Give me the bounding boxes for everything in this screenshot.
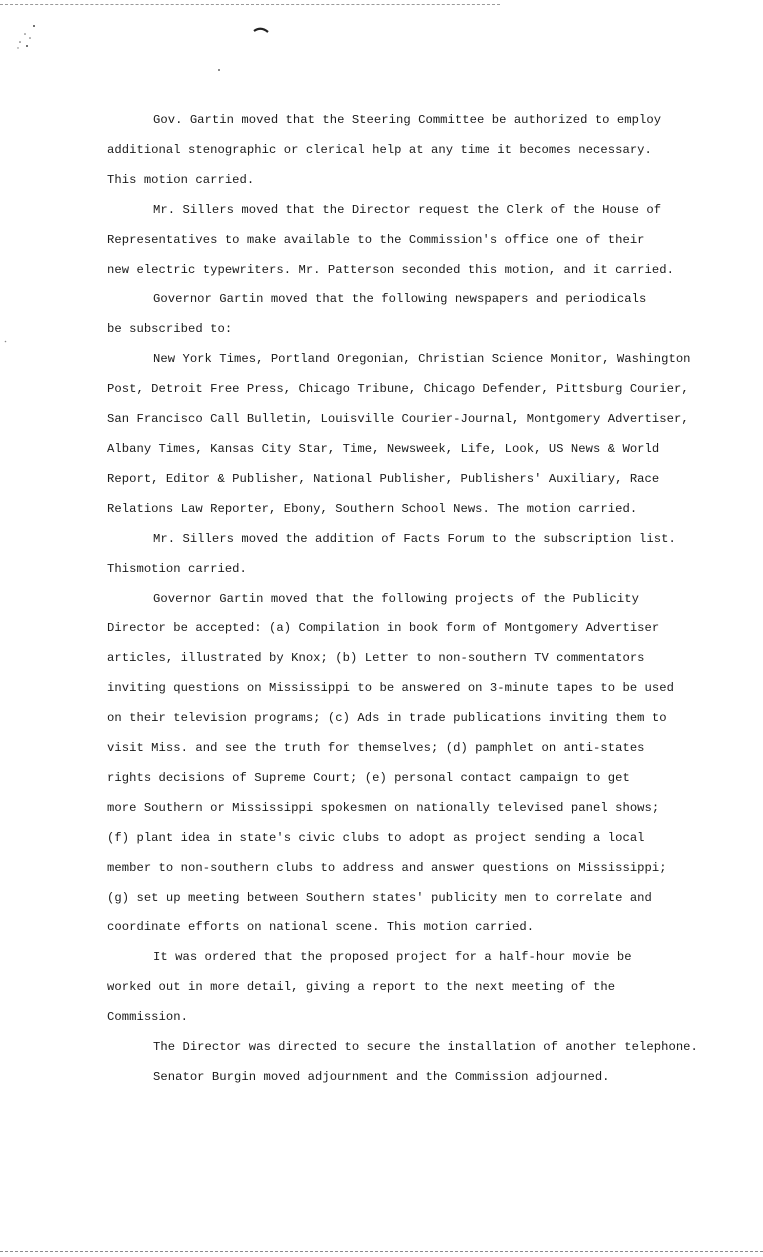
text-line: rights decisions of Supreme Court; (e) personal contact campaign to get	[107, 770, 630, 785]
text-line: worked out in more detail, giving a report to the next meeting of the	[107, 980, 616, 995]
text-line: (f) plant idea in state's civic clubs to adopt as project sending a local	[107, 830, 645, 845]
text-line: inviting questions on Mississippi to be answered on 3-minute tapes to be used	[107, 681, 675, 696]
paragraph-gartin-steering	[107, 106, 719, 196]
scan-dot-mark	[217, 68, 221, 72]
text-line: coordinate efforts on national scene. This motion carried.	[107, 920, 535, 935]
minutes-body	[107, 106, 719, 1093]
text-line: Mr. Sillers moved the addition of Facts Forum to the subscription list.	[153, 531, 676, 546]
telephone-installation-line: The Director was directed to secure the installation of another telephone.	[153, 1040, 698, 1055]
paragraph-gartin-newspapers	[107, 285, 719, 345]
adjournment-line: Senator Burgin moved adjournment and the Commission adjourned.	[153, 1070, 610, 1084]
text-line: San Francisco Call Bulletin, Louisville Courier-Journal, Montgomery Advertiser,	[107, 412, 689, 427]
text-line: member to non-southern clubs to address and answer questions on Mississippi;	[107, 860, 667, 875]
text-line: Representatives to make available to the Commission's office one of their	[107, 232, 645, 247]
paragraph-sillers-typewriters	[107, 196, 719, 286]
paragraph-movie-project	[107, 943, 719, 1033]
text-line: Director be accepted: (a) Compilation in book form of Montgomery Advertiser	[107, 621, 660, 636]
text-line: This motion carried.	[107, 172, 255, 187]
hole-punch-mark	[252, 26, 270, 34]
paragraph-gartin-publicity	[107, 585, 719, 944]
text-line: Commission.	[107, 1010, 189, 1025]
paragraph-closing	[107, 1033, 719, 1093]
text-line: more Southern or Mississippi spokesmen on nationally televised panel shows;	[107, 800, 660, 815]
text-line: articles, illustrated by Knox; (b) Letter to non-southern TV commentators	[107, 651, 645, 666]
top-dashed-rule	[0, 4, 500, 5]
text-line: Relations Law Reporter, Ebony, Southern School News. The motion carried.	[107, 501, 638, 516]
text-line: on their television programs; (c) Ads in trade publications inviting them to	[107, 711, 667, 726]
text-line: Gov. Gartin moved that the Steering Committee be authorized to employ	[153, 113, 662, 127]
text-line: Albany Times, Kansas City Star, Time, Newsweek, Life, Look, US News & World	[107, 441, 660, 456]
text-line: be subscribed to:	[107, 322, 233, 337]
text-line: (g) set up meeting between Southern states' publicity men to correlate and	[107, 890, 652, 905]
text-line: It was ordered that the proposed project for a half-hour movie be	[153, 950, 632, 965]
text-line: Governor Gartin moved that the following newspapers and periodicals	[153, 292, 647, 307]
text-line: new electric typewriters. Mr. Patterson seconded this motion, and it carried.	[107, 262, 675, 277]
text-line: Thismotion carried.	[107, 561, 247, 576]
text-line: Report, Editor & Publisher, National Publisher, Publishers' Auxiliary, Race	[107, 471, 660, 486]
text-line: Mr. Sillers moved that the Director request the Clerk of the House of	[153, 202, 662, 217]
margin-dot-mark	[4, 340, 7, 343]
text-line: Governor Gartin moved that the following projects of the Publicity	[153, 591, 640, 606]
text-line: New York Times, Portland Oregonian, Christian Science Monitor, Washington	[153, 352, 691, 367]
text-line: visit Miss. and see the truth for themselves; (d) pamphlet on anti-states	[107, 741, 645, 756]
paragraph-sillers-facts-forum	[107, 525, 719, 585]
paragraph-newspaper-list	[107, 345, 719, 524]
text-line: additional stenographic or clerical help at any time it becomes necessary.	[107, 142, 652, 157]
text-line: Post, Detroit Free Press, Chicago Tribune, Chicago Defender, Pittsburg Courier,	[107, 382, 689, 397]
bottom-dashed-rule	[0, 1251, 763, 1252]
scan-specks-mark	[16, 24, 40, 52]
